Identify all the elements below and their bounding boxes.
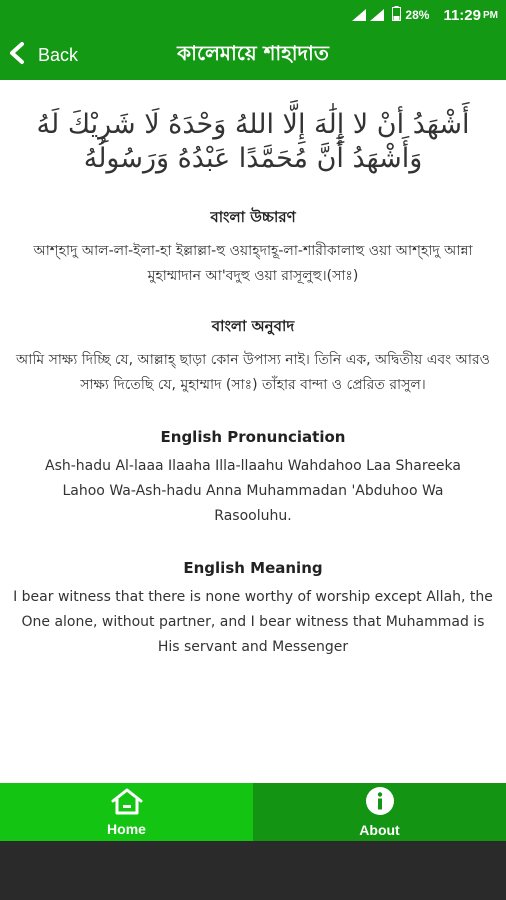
bangla-translation-section [0, 315, 506, 398]
english-meaning-heading: English Meaning [183, 559, 323, 577]
clock-time: 11:29 [443, 6, 481, 24]
kalima-content [0, 80, 506, 783]
bottom-nav [0, 783, 506, 841]
bangla-pronunciation-heading: বাংলা উচ্চারণ [210, 208, 296, 226]
battery-percent: 28% [405, 8, 430, 22]
system-navigation-bar [0, 841, 506, 900]
home-tab[interactable] [0, 783, 253, 841]
clock-ampm: PM [483, 9, 498, 21]
bangla-pronunciation-text: আশ্হাদু আল-লা-ইলা-হা ইল্লাল্লা-হু ওয়াহ্দাহূ-লা-শারীকালাহু ওয়া আশ্হাদু আন্না মুহাম্মাদান আ'বদুহু ওয়া রাসূলুহু।(সাঃ) [33, 243, 473, 284]
bangla-translation-text: আমি সাক্ষ্য দিচ্ছি যে, আল্লাহ্ ছাড়া কোন উপাস্য নাই। তিনি এক, অদ্বিতীয় এবং আরও সাক্ষ্য দিতেছি যে, মুহাম্মাদ (সাঃ) তাঁহার বান্দা ও প্রেরিত রাসুল। [16, 352, 490, 393]
english-pronunciation-section [0, 428, 506, 529]
about-tab-label: About [359, 822, 400, 838]
home-icon [110, 787, 144, 819]
cell-signal-icon [370, 9, 384, 21]
page-title: কালেমায়ে শাহাদাত [177, 40, 329, 65]
battery-icon [392, 6, 401, 24]
arabic-kalima-text: أَشْهَدُ أنْ لا إِلَٰهَ إِلَّا اللهُ وَحْدَهُ لَا شَرِيْكَ لَهُ وَأَشْهَدُ أَنَّ مُحَمَّدًا عَبْدُهُ وَرَسُولُهُ [36, 109, 470, 174]
back-button[interactable] [8, 30, 78, 80]
app-bar [0, 30, 506, 80]
info-icon [365, 786, 395, 820]
english-pronunciation-heading: English Pronunciation [160, 428, 346, 446]
english-meaning-section [0, 559, 506, 660]
back-arrow-icon [8, 41, 26, 69]
back-button-label: Back [38, 44, 79, 65]
home-tab-label: Home [107, 821, 146, 837]
english-meaning-text: I bear witness that there is none worthy of worship except Allah, the One alone, without partner, and I bear witness that Muhammad is His servant and Messenger [13, 589, 493, 655]
wifi-signal-icon [352, 9, 366, 21]
about-tab[interactable] [253, 783, 506, 841]
status-bar [0, 0, 506, 30]
bangla-translation-heading: বাংলা অনুবাদ [211, 317, 295, 335]
english-pronunciation-text: Ash-hadu Al-laaa Ilaaha Illa-llaahu Wahdahoo Laa Shareeka Lahoo Wa-Ash-hadu Anna Muhammadan 'Abduhoo Wa Rasooluhu. [45, 458, 461, 524]
bangla-pronunciation-section [0, 206, 506, 289]
